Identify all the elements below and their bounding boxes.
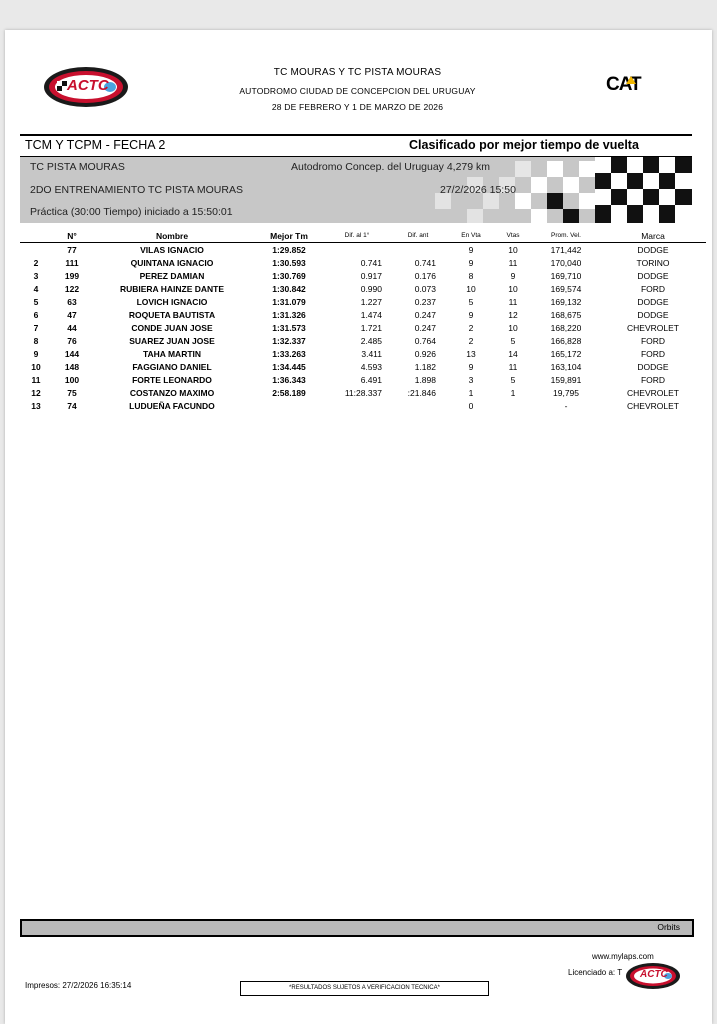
cell-number: 75: [67, 387, 77, 398]
cell-name: PEREZ DAMIAN: [139, 270, 205, 281]
cell-brand: CHEVROLET: [627, 400, 679, 411]
cell-name: QUINTANA IGNACIO: [130, 257, 214, 268]
table-row: [20, 295, 706, 308]
cell-number: 111: [65, 257, 79, 268]
cell-best-time: 1:31.573: [272, 322, 306, 333]
mylaps-website: www.mylaps.com: [592, 952, 654, 961]
cell-on-lap: 2: [468, 322, 474, 333]
cell-laps: 5: [510, 374, 516, 385]
cell-number: 77: [67, 244, 77, 255]
cell-name: ROQUETA BAUTISTA: [128, 309, 216, 320]
cell-diff-prev: :21.846: [407, 387, 436, 398]
cell-best-time: 1:30.842: [272, 283, 306, 294]
cell-diff-first: 0.990: [360, 283, 382, 294]
actc-footer-logo-text: ACTC: [640, 969, 668, 980]
cell-laps: 10: [508, 244, 518, 255]
round-title: TCM Y TCPM - FECHA 2: [25, 138, 166, 152]
cell-on-lap: 9: [468, 309, 474, 320]
cell-number: 44: [67, 322, 77, 333]
cell-on-lap: 2: [468, 335, 474, 346]
cell-diff-prev: [388, 399, 448, 412]
cell-diff-first: 11:28.337: [344, 387, 382, 398]
cell-diff-prev: 0.237: [414, 296, 436, 307]
cell-diff-prev: 0.764: [414, 335, 436, 346]
cell-laps: 14: [508, 348, 518, 359]
table-row: [20, 282, 706, 295]
col-brand: Marca: [600, 229, 706, 243]
cell-number: 199: [64, 270, 80, 281]
cell-diff-first: 1.474: [360, 309, 382, 320]
cell-pos: [20, 243, 52, 257]
printed-timestamp: Impresos: 27/2/2026 16:35:14: [25, 981, 132, 990]
cell-on-lap: 13: [466, 348, 476, 359]
cell-on-lap: 5: [468, 296, 474, 307]
cell-on-lap: 0: [468, 400, 474, 411]
col-on-lap: En Vta: [448, 229, 494, 243]
cell-diff-prev: 0.926: [414, 348, 436, 359]
cell-name: SUAREZ JUAN JOSE: [129, 335, 215, 346]
cell-diff-first: [326, 243, 388, 257]
cell-on-lap: 9: [468, 244, 474, 255]
cell-pos: 6: [33, 309, 39, 320]
cell-best-time: 1:32.337: [272, 335, 306, 346]
cell-diff-first: 1.227: [360, 296, 382, 307]
cat-triangle-icon: [626, 76, 636, 84]
venue-line: AUTODROMO CIUDAD DE CONCEPCION DEL URUGUAY: [239, 86, 476, 96]
cell-name: LOVICH IGNACIO: [136, 296, 208, 307]
table-row: [20, 308, 706, 321]
cell-avg-speed: 168,220: [550, 322, 582, 333]
cell-name: FAGGIANO DANIEL: [132, 361, 212, 372]
results-sheet: [5, 30, 712, 1024]
cell-diff-first: 0.741: [360, 257, 382, 268]
cell-laps: 11: [508, 257, 518, 268]
actc-logo: [43, 66, 129, 108]
cell-brand: CHEVROLET: [627, 322, 679, 333]
cell-on-lap: 3: [468, 374, 474, 385]
cell-number: 63: [67, 296, 77, 307]
cell-diff-first: 3.411: [361, 348, 382, 359]
table-row: [20, 399, 706, 412]
cell-brand: FORD: [640, 335, 666, 346]
cell-diff-prev: 1.898: [414, 374, 436, 385]
cell-laps: 12: [508, 309, 518, 320]
cell-diff-prev: 0.741: [414, 257, 436, 268]
cell-diff-first: 0.917: [360, 270, 382, 281]
licensed-to: Licenciado a: T: [568, 968, 623, 977]
cell-number: 47: [67, 309, 77, 320]
col-pos: [20, 229, 52, 243]
cell-laps: 10: [508, 283, 518, 294]
table-row: [20, 256, 706, 269]
cell-name: CONDE JUAN JOSE: [131, 322, 213, 333]
cell-pos: 4: [33, 283, 39, 294]
col-diff-first: Dif. al 1°: [326, 229, 388, 243]
cell-brand: DODGE: [637, 296, 669, 307]
cell-pos: 9: [33, 348, 39, 359]
table-row: [20, 373, 706, 386]
cell-number: 76: [67, 335, 77, 346]
cell-avg-speed: 170,040: [550, 257, 582, 268]
cell-number: 100: [64, 374, 80, 385]
cell-brand: DODGE: [637, 309, 669, 320]
cell-best-time: 1:31.079: [272, 296, 306, 307]
col-number: N°: [52, 229, 92, 243]
cell-pos: 5: [33, 296, 39, 307]
col-diff-prev: Dif. ant: [388, 229, 448, 243]
cell-laps: 9: [510, 270, 516, 281]
table-row: [20, 347, 706, 360]
cell-pos: 11: [31, 374, 41, 385]
cell-best-time: 1:31.326: [272, 309, 306, 320]
cell-diff-first: 4.593: [360, 361, 382, 372]
cell-brand: DODGE: [637, 244, 669, 255]
cell-diff-first: 6.491: [360, 374, 382, 385]
cell-name: FORTE LEONARDO: [132, 374, 212, 385]
cell-best-time: 2:58.189: [272, 387, 306, 398]
event-title: TC MOURAS Y TC PISTA MOURAS: [273, 67, 442, 78]
footer-bar: [20, 919, 694, 937]
cell-brand: FORD: [640, 348, 666, 359]
cell-best-time: 1:29.852: [272, 244, 306, 255]
cell-name: VILAS IGNACIO: [140, 244, 204, 255]
table-row: [20, 321, 706, 334]
cell-diff-prev: 0.247: [414, 309, 436, 320]
cell-pos: 3: [33, 270, 39, 281]
table-row: [20, 334, 706, 347]
cell-avg-speed: 169,710: [550, 270, 582, 281]
cell-best-time: 1:30.769: [272, 270, 306, 281]
classification-title: Clasificado por mejor tiempo de vuelta: [409, 138, 639, 152]
results-table: [20, 229, 706, 412]
cell-pos: 2: [33, 257, 39, 268]
date-line: 28 DE FEBRERO Y 1 DE MARZO DE 2026: [271, 102, 444, 112]
cell-pos: 12: [31, 387, 41, 398]
cell-avg-speed: 165,172: [550, 348, 582, 359]
cell-number: 144: [64, 348, 80, 359]
cell-name: TAHA MARTIN: [142, 348, 202, 359]
cell-name: LUDUEÑA FACUNDO: [129, 400, 215, 411]
session-info-box: [20, 157, 692, 223]
cell-diff-prev: 0.247: [414, 322, 436, 333]
cell-best-time: [252, 399, 326, 412]
cell-diff-prev: 1.182: [414, 361, 436, 372]
cell-brand: DODGE: [637, 270, 669, 281]
actc-logo-text: ACTC: [67, 77, 109, 94]
cell-avg-speed: 168,675: [550, 309, 582, 320]
cell-best-time: 1:33.263: [272, 348, 306, 359]
cell-laps: 11: [508, 361, 518, 372]
cell-pos: 8: [33, 335, 39, 346]
cell-on-lap: 8: [468, 270, 474, 281]
practice-label: Práctica (30:00 Tiempo) iniciado a 15:50:01: [30, 206, 233, 218]
col-best-time: Mejor Tm: [252, 229, 326, 243]
table-row: [20, 360, 706, 373]
cell-brand: FORD: [640, 374, 666, 385]
session-label: 2DO ENTRENAMIENTO TC PISTA MOURAS: [30, 184, 243, 196]
cell-laps: 11: [508, 296, 518, 307]
cell-diff-first: [326, 399, 388, 412]
cell-on-lap: 9: [468, 257, 474, 268]
cell-laps: 5: [510, 335, 516, 346]
cell-diff-first: 1.721: [360, 322, 382, 333]
title-bar: [20, 134, 692, 158]
cell-diff-prev: 0.176: [414, 270, 436, 281]
cell-avg-speed: 163,104: [550, 361, 582, 372]
cell-laps: [494, 399, 532, 412]
cell-best-time: 1:34.445: [272, 361, 306, 372]
cell-laps: 10: [508, 322, 518, 333]
cell-on-lap: 1: [468, 387, 474, 398]
cell-avg-speed: -: [564, 400, 568, 411]
cat-logo: [606, 74, 648, 96]
cell-pos: 7: [33, 322, 39, 333]
table-row: [20, 243, 706, 257]
table-row: [20, 269, 706, 282]
cell-brand: CHEVROLET: [627, 387, 679, 398]
cell-best-time: 1:30.593: [272, 257, 306, 268]
cell-number: 122: [64, 283, 80, 294]
cell-number: 148: [64, 361, 80, 372]
circuit-label: Autodromo Concep. del Uruguay 4,279 km: [291, 161, 491, 173]
actc-footer-logo: [625, 962, 681, 990]
cell-diff-first: 2.485: [360, 335, 382, 346]
table-header-row: [20, 229, 706, 243]
cell-brand: DODGE: [637, 361, 669, 372]
col-name: Nombre: [92, 229, 252, 243]
session-datetime: 27/2/2026 15:50: [440, 184, 516, 196]
cell-best-time: 1:36.343: [272, 374, 306, 385]
cell-diff-prev: 0.073: [414, 283, 436, 294]
cell-pos: 10: [31, 361, 41, 372]
cell-avg-speed: 169,574: [550, 283, 582, 294]
cell-number: 74: [67, 400, 77, 411]
col-avg-speed: Prom. Vel.: [532, 229, 600, 243]
cell-avg-speed: 171,442: [550, 244, 582, 255]
orbits-label: Orbits: [657, 922, 680, 932]
cell-name: COSTANZO MAXIMO: [129, 387, 215, 398]
cell-avg-speed: 159,891: [550, 374, 582, 385]
category-label: TC PISTA MOURAS: [30, 161, 125, 173]
cell-pos: 13: [31, 400, 41, 411]
cell-laps: 1: [510, 387, 516, 398]
col-laps: Vtas: [494, 229, 532, 243]
cell-diff-prev: [388, 243, 448, 257]
cat-logo-text: CAT: [606, 74, 641, 95]
cell-avg-speed: 19,795: [553, 387, 579, 398]
cell-brand: TORINO: [636, 257, 670, 268]
cell-brand: FORD: [640, 283, 666, 294]
table-row: [20, 386, 706, 399]
cell-name: RUBIERA HAINZE DANTE: [119, 283, 225, 294]
technical-verification-note: *RESULTADOS SUJETOS A VERIFICACION TECNICA*: [240, 981, 489, 996]
cell-on-lap: 9: [468, 361, 474, 372]
cell-on-lap: 10: [466, 283, 476, 294]
cell-avg-speed: 166,828: [550, 335, 582, 346]
cell-avg-speed: 169,132: [550, 296, 582, 307]
